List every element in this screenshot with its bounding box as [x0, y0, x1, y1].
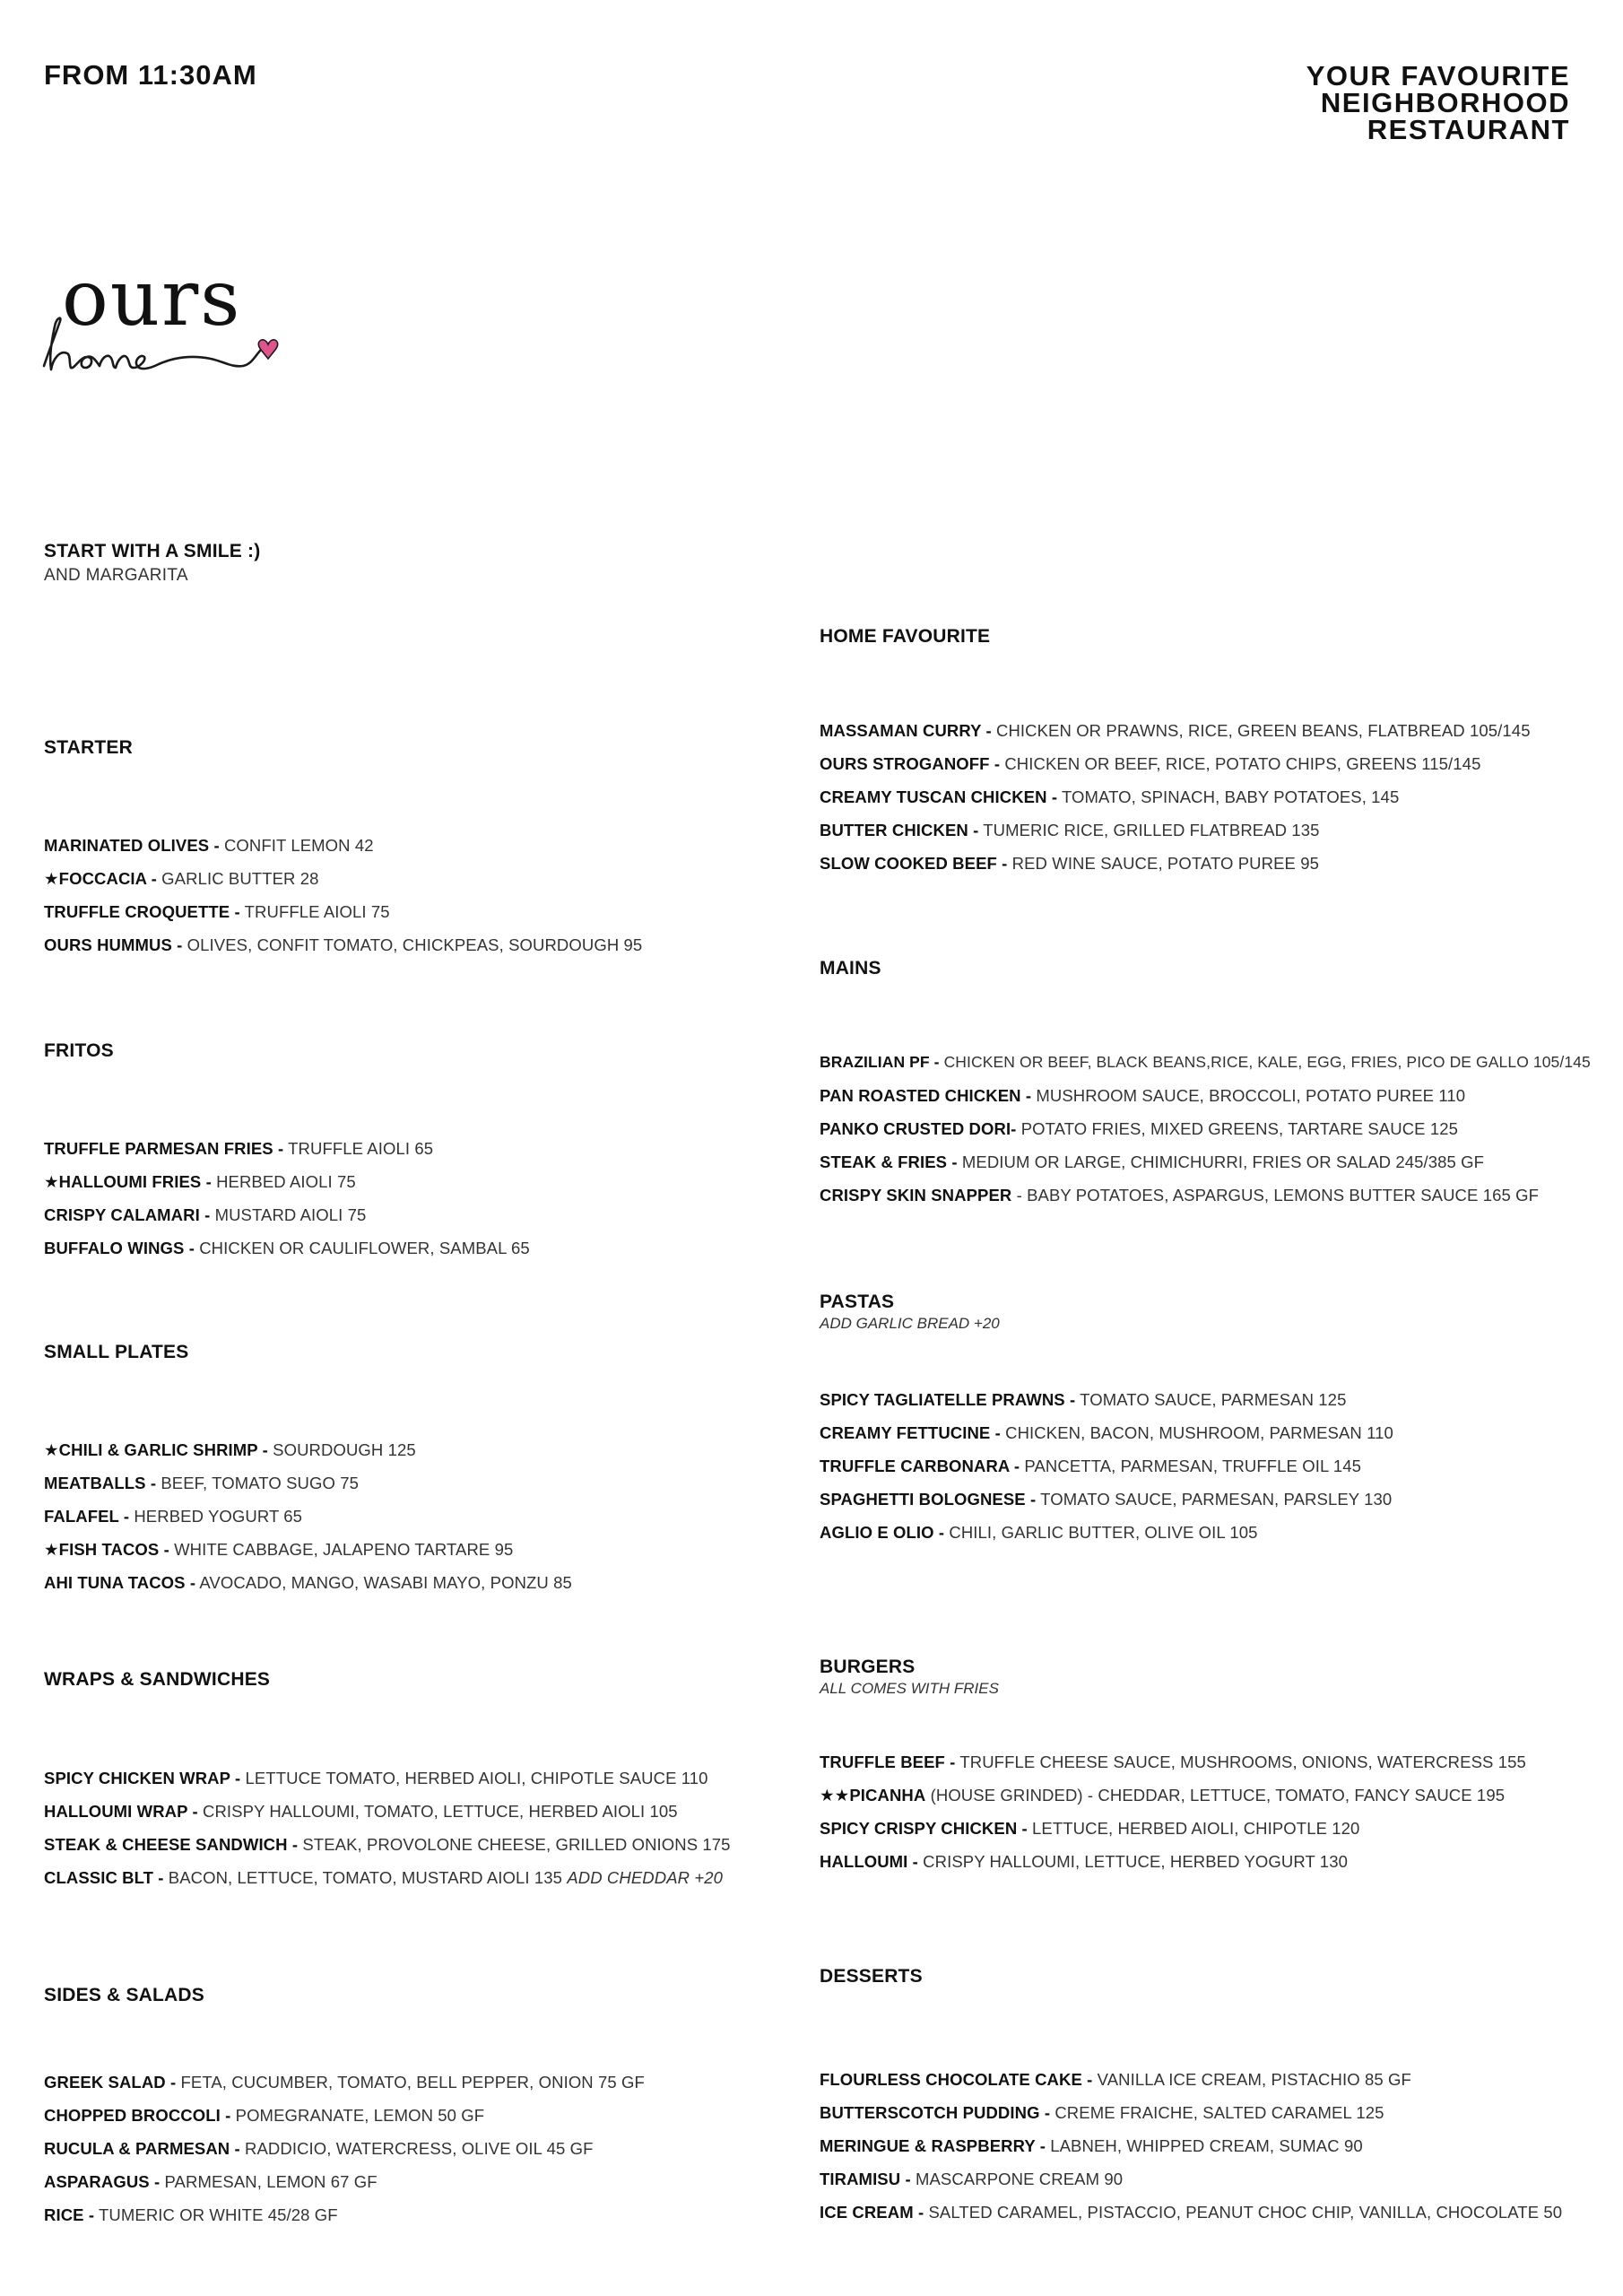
intro-subtitle: AND MARGARITA [44, 566, 188, 585]
add-cheddar-note: ADD CHEDDAR +20 [567, 1868, 724, 1887]
section-title-home-favourite: HOME FAVOURITE [820, 626, 991, 647]
brand-logo [40, 254, 291, 377]
menu-item: SPICY CRISPY CHICKEN - LETTUCE, HERBED AIOLI, CHIPOTLE 120 [820, 1819, 1360, 1838]
pastas-note: ADD GARLIC BREAD +20 [820, 1315, 1000, 1332]
menu-item: ICE CREAM - SALTED CARAMEL, PISTACCIO, PEANUT CHOC CHIP, VANILLA, CHOCOLATE 50 [820, 2203, 1563, 2222]
starter-section [44, 737, 779, 759]
menu-item: STEAK & CHEESE SANDWICH - STEAK, PROVOLONE CHEESE, GRILLED ONIONS 175 [44, 1835, 731, 1854]
menu-item: OURS STROGANOFF - CHICKEN OR BEEF, RICE, POTATO CHIPS, GREENS 115/145 [820, 754, 1481, 773]
menu-item: SLOW COOKED BEEF - RED WINE SAUCE, POTATO PUREE 95 [820, 854, 1319, 873]
section-title-starter: STARTER [44, 737, 134, 758]
menu-item: RUCULA & PARMESAN - RADDICIO, WATERCRESS, OLIVE OIL 45 GF [44, 2139, 594, 2158]
menu-item: PANKO CRUSTED DORI- POTATO FRIES, MIXED GREENS, TARTARE SAUCE 125 [820, 1119, 1459, 1138]
menu-item: CREAMY TUSCAN CHICKEN - TOMATO, SPINACH, BABY POTATOES, 145 [820, 787, 1400, 806]
opening-hours: FROM 11:30AM [44, 59, 257, 91]
home-favourite-section [820, 626, 1591, 648]
menu-item: AHI TUNA TACOS - AVOCADO, MANGO, WASABI MAYO, PONZU 85 [44, 1573, 572, 1592]
menu-item: ★FISH TACOS - WHITE CABBAGE, JALAPENO TARTARE 95 [44, 1540, 514, 1559]
desserts-list [820, 2063, 1591, 2229]
pastas-list [820, 1383, 1591, 1549]
menu-item: CLASSIC BLT - BACON, LETTUCE, TOMATO, MUSTARD AIOLI 135 ADD CHEDDAR +20 [44, 1868, 724, 1887]
menu-item: MERINGUE & RASPBERRY - LABNEH, WHIPPED CREAM, SUMAC 90 [820, 2136, 1363, 2155]
burgers-section [820, 1657, 1591, 1698]
menu-item: CRISPY CALAMARI - MUSTARD AIOLI 75 [44, 1205, 367, 1224]
tagline-line-3: RESTAURANT [1367, 114, 1570, 145]
burgers-list [820, 1745, 1591, 1878]
small-plates-section [44, 1342, 779, 1363]
home-favourite-list [820, 714, 1591, 880]
menu-item: BUFFALO WINGS - CHICKEN OR CAULIFLOWER, SAMBAL 65 [44, 1239, 530, 1257]
menu-item: ASPARAGUS - PARMESAN, LEMON 67 GF [44, 2172, 378, 2191]
tagline-line-2: NEIGHBORHOOD [1320, 87, 1570, 118]
menu-item: SPICY CHICKEN WRAP - LETTUCE TOMATO, HERBED AIOLI, CHIPOTLE SAUCE 110 [44, 1769, 708, 1787]
menu-item: BRAZILIAN PF - CHICKEN OR BEEF, BLACK BEANS,RICE, KALE, EGG, FRIES, PICO DE GALLO 105/145 [820, 1053, 1591, 1071]
starter-list [44, 829, 779, 961]
menu-item: PAN ROASTED CHICKEN - MUSHROOM SAUCE, BROCCOLI, POTATO PUREE 110 [820, 1086, 1466, 1105]
intro-title: START WITH A SMILE :) [44, 541, 261, 561]
section-title-wraps: WRAPS & SANDWICHES [44, 1669, 271, 1690]
menu-item: SPAGHETTI BOLOGNESE - TOMATO SAUCE, PARMESAN, PARSLEY 130 [820, 1490, 1393, 1509]
menu-item: OURS HUMMUS - OLIVES, CONFIT TOMATO, CHICKPEAS, SOURDOUGH 95 [44, 935, 643, 954]
menu-item: CRISPY SKIN SNAPPER - BABY POTATOES, ASPARGUS, LEMONS BUTTER SAUCE 165 GF [820, 1186, 1539, 1205]
tagline-line-1: YOUR FAVOURITE [1306, 60, 1570, 91]
menu-item: TRUFFLE PARMESAN FRIES - TRUFFLE AIOLI 65 [44, 1139, 434, 1158]
menu-item: FLOURLESS CHOCOLATE CAKE - VANILLA ICE CREAM, PISTACHIO 85 GF [820, 2070, 1411, 2089]
fritos-list [44, 1132, 779, 1265]
menu-item: MARINATED OLIVES - CONFIT LEMON 42 [44, 836, 374, 855]
sides-section [44, 1985, 779, 2006]
menu-item: TRUFFLE BEEF - TRUFFLE CHEESE SAUCE, MUSHROOMS, ONIONS, WATERCRESS 155 [820, 1752, 1526, 1771]
menu-item: MEATBALLS - BEEF, TOMATO SUGO 75 [44, 1474, 359, 1492]
section-title-burgers: BURGERS [820, 1657, 916, 1677]
heart-icon [258, 340, 277, 359]
sides-list [44, 2066, 779, 2231]
restaurant-tagline [1306, 60, 1570, 145]
desserts-section [820, 1966, 1591, 1987]
logo-script-home-icon [40, 314, 291, 386]
menu-item: HALLOUMI WRAP - CRISPY HALLOUMI, TOMATO, LETTUCE, HERBED AIOLI 105 [44, 1802, 678, 1821]
mains-section [820, 958, 1591, 979]
section-title-desserts: DESSERTS [820, 1966, 923, 1987]
menu-item: CHOPPED BROCCOLI - POMEGRANATE, LEMON 50 GF [44, 2106, 485, 2125]
menu-item: ★FOCCACIA - GARLIC BUTTER 28 [44, 869, 319, 888]
intro-section [44, 541, 779, 586]
section-title-sides: SIDES & SALADS [44, 1985, 204, 2005]
menu-item: TRUFFLE CROQUETTE - TRUFFLE AIOLI 75 [44, 902, 390, 921]
menu-item: HALLOUMI - CRISPY HALLOUMI, LETTUCE, HERBED YOGURT 130 [820, 1852, 1348, 1871]
section-title-mains: MAINS [820, 958, 881, 978]
menu-item: RICE - TUMERIC OR WHITE 45/28 GF [44, 2205, 338, 2224]
section-title-pastas: PASTAS [820, 1292, 895, 1312]
small-plates-list [44, 1433, 779, 1599]
menu-item: ★★PICANHA (HOUSE GRINDED) - CHEDDAR, LETTUCE, TOMATO, FANCY SAUCE 195 [820, 1786, 1506, 1805]
menu-item: BUTTER CHICKEN - TUMERIC RICE, GRILLED FLATBREAD 135 [820, 821, 1320, 839]
menu-item: TIRAMISU - MASCARPONE CREAM 90 [820, 2170, 1124, 2188]
menu-item: CREAMY FETTUCINE - CHICKEN, BACON, MUSHROOM, PARMESAN 110 [820, 1423, 1393, 1442]
menu-item: ★CHILI & GARLIC SHRIMP - SOURDOUGH 125 [44, 1440, 416, 1459]
wraps-list [44, 1761, 779, 1894]
menu-item: FALAFEL - HERBED YOGURT 65 [44, 1507, 303, 1526]
section-title-fritos: FRITOS [44, 1040, 114, 1061]
fritos-section [44, 1040, 779, 1062]
wraps-section [44, 1669, 779, 1691]
menu-item: SPICY TAGLIATELLE PRAWNS - TOMATO SAUCE, PARMESAN 125 [820, 1390, 1347, 1409]
menu-item: ★HALLOUMI FRIES - HERBED AIOLI 75 [44, 1172, 356, 1191]
logo-wordmark: ours [62, 254, 242, 344]
section-title-small-plates: SMALL PLATES [44, 1342, 189, 1362]
burgers-note: ALL COMES WITH FRIES [820, 1680, 999, 1697]
menu-item: GREEK SALAD - FETA, CUCUMBER, TOMATO, BELL PEPPER, ONION 75 GF [44, 2073, 645, 2092]
menu-item: TRUFFLE CARBONARA - PANCETTA, PARMESAN, TRUFFLE OIL 145 [820, 1457, 1362, 1475]
menu-item: STEAK & FRIES - MEDIUM OR LARGE, CHIMICHURRI, FRIES OR SALAD 245/385 GF [820, 1152, 1485, 1171]
menu-item: BUTTERSCOTCH PUDDING - CREME FRAICHE, SALTED CARAMEL 125 [820, 2103, 1384, 2122]
pastas-section [820, 1292, 1591, 1333]
menu-item: MASSAMAN CURRY - CHICKEN OR PRAWNS, RICE, GREEN BEANS, FLATBREAD 105/145 [820, 721, 1531, 740]
mains-list [820, 1046, 1591, 1212]
menu-item: AGLIO E OLIO - CHILI, GARLIC BUTTER, OLIVE OIL 105 [820, 1523, 1258, 1542]
